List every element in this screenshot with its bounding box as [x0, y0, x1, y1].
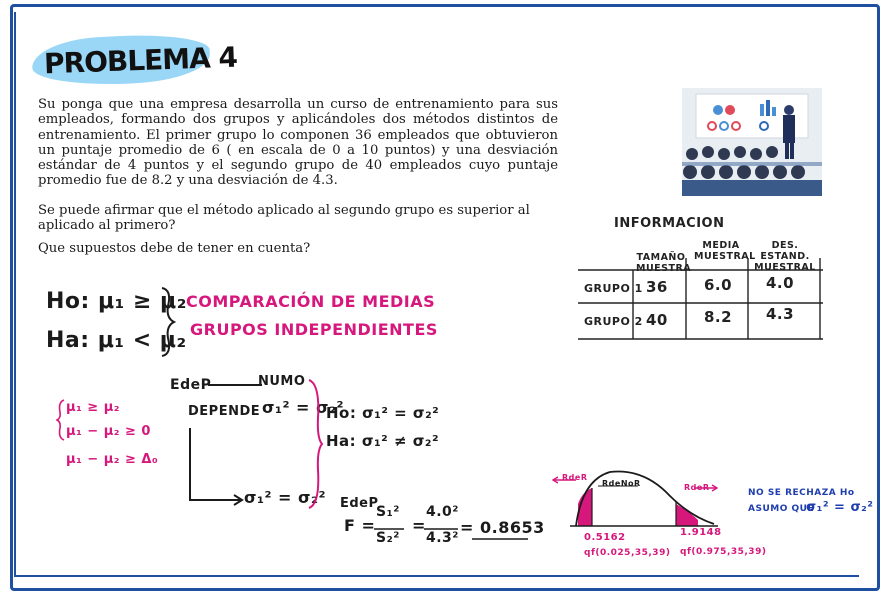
note-independent-groups: GRUPOS INDEPENDIENTES	[190, 320, 438, 339]
flow-connector-line	[206, 381, 266, 389]
side-notes-brace	[56, 398, 66, 442]
flow-numo: NUMO	[258, 374, 306, 389]
f-result-underline	[470, 536, 530, 542]
variance-null-hypothesis: Ho: σ₁² = σ₂²	[326, 404, 440, 422]
row-label-group-2: GRUPO 2	[584, 315, 643, 328]
flow-l-arrow	[186, 426, 246, 506]
f-numerator-symbol: S₁²	[376, 504, 400, 520]
f-equals: =	[412, 516, 426, 535]
non-rejection-region-label: RdeNoR	[602, 479, 641, 488]
row-label-group-1: GRUPO 1	[584, 282, 643, 295]
right-critical-value: 1.9148	[680, 527, 722, 538]
header-mean: MEDIA MUESTRAL	[694, 240, 756, 262]
problem-statement: Su ponga que una empresa desarrolla un curso de entrenamiento para sus empleados, formando dos grupos y aplicándoles dos métodos distintos de entrenamiento. El primer grupo lo componen 36 empleados que obtuvieron un puntaje promedio de 6 ( en escala de 0 a 10 puntos) y una desviación estándar de 4 puntos y el segundo grupo de 40 empleados cuyo puntaje promedio fue de 8.2 y una desviación de 4.3.	[38, 97, 558, 189]
left-critical-value: 0.5162	[584, 532, 626, 543]
question-1: Se puede afirmar que el método aplicado al segundo grupo es superior al aplicado al primero?	[38, 203, 530, 234]
flow-edep: EdeP	[170, 377, 212, 393]
hypotheses-brace	[158, 286, 178, 358]
f-denominator-symbol: S₂²	[376, 530, 400, 546]
cell-g2-sd: 4.3	[766, 305, 795, 323]
f-formula-lhs: F =	[344, 516, 376, 535]
flow-brace	[306, 378, 324, 510]
question-2: Que supuestos debe de tener en cuenta?	[38, 241, 311, 256]
right-critical-function: qf(0.975,35,39)	[680, 547, 767, 557]
page-title: PROBLEMA 4	[43, 40, 238, 81]
conclusion-formula: σ₁² = σ₂²	[806, 500, 874, 515]
rejection-region-right-label: RdeR	[684, 483, 710, 492]
flow-var-equal-top: σ₁² = σ₂²	[262, 398, 344, 417]
info-title: INFORMACION	[614, 216, 725, 231]
cell-g1-mean: 6.0	[704, 276, 733, 294]
side-note-2: μ₁ − μ₂ ≥ 0	[66, 424, 151, 439]
f-denominator-value: 4.3²	[426, 530, 459, 546]
conclusion-line-1: NO SE RECHAZA Ho	[748, 488, 855, 498]
f-stat-label: EdeP	[340, 496, 379, 511]
cell-g1-n: 36	[646, 278, 668, 296]
side-note-1: μ₁ ≥ μ₂	[66, 400, 120, 415]
variance-alt-hypothesis: Ha: σ₁² ≠ σ₂²	[326, 432, 440, 450]
conclusion-line-2: ASUMO QUE	[748, 504, 815, 514]
f-numerator-value: 4.0²	[426, 504, 459, 520]
header-sample-size: TAMAÑO MUESTRA	[636, 252, 692, 274]
f-fraction-bars	[372, 526, 464, 532]
left-critical-function: qf(0.025,35,39)	[584, 548, 671, 558]
header-std-dev: DES. ESTAND. MUESTRAL	[754, 240, 816, 273]
side-note-3: μ₁ − μ₂ ≥ Δ₀	[66, 452, 159, 467]
cell-g2-mean: 8.2	[704, 308, 733, 326]
f-result: = 0.8653	[460, 518, 545, 537]
cell-g2-n: 40	[646, 311, 668, 329]
alt-hypothesis: Ha: μ₁ < μ₂	[46, 328, 187, 353]
note-compare-means: COMPARACIÓN DE MEDIAS	[186, 292, 436, 311]
presentation-image	[682, 88, 822, 196]
flow-depende: DEPENDE	[188, 404, 261, 419]
cell-g1-sd: 4.0	[766, 274, 795, 292]
rejection-region-left-label: RdeR	[562, 473, 588, 482]
flow-var-equal-bottom: σ₁² = σ₂²	[244, 488, 326, 507]
null-hypothesis: Ho: μ₁ ≥ μ₂	[46, 289, 187, 314]
